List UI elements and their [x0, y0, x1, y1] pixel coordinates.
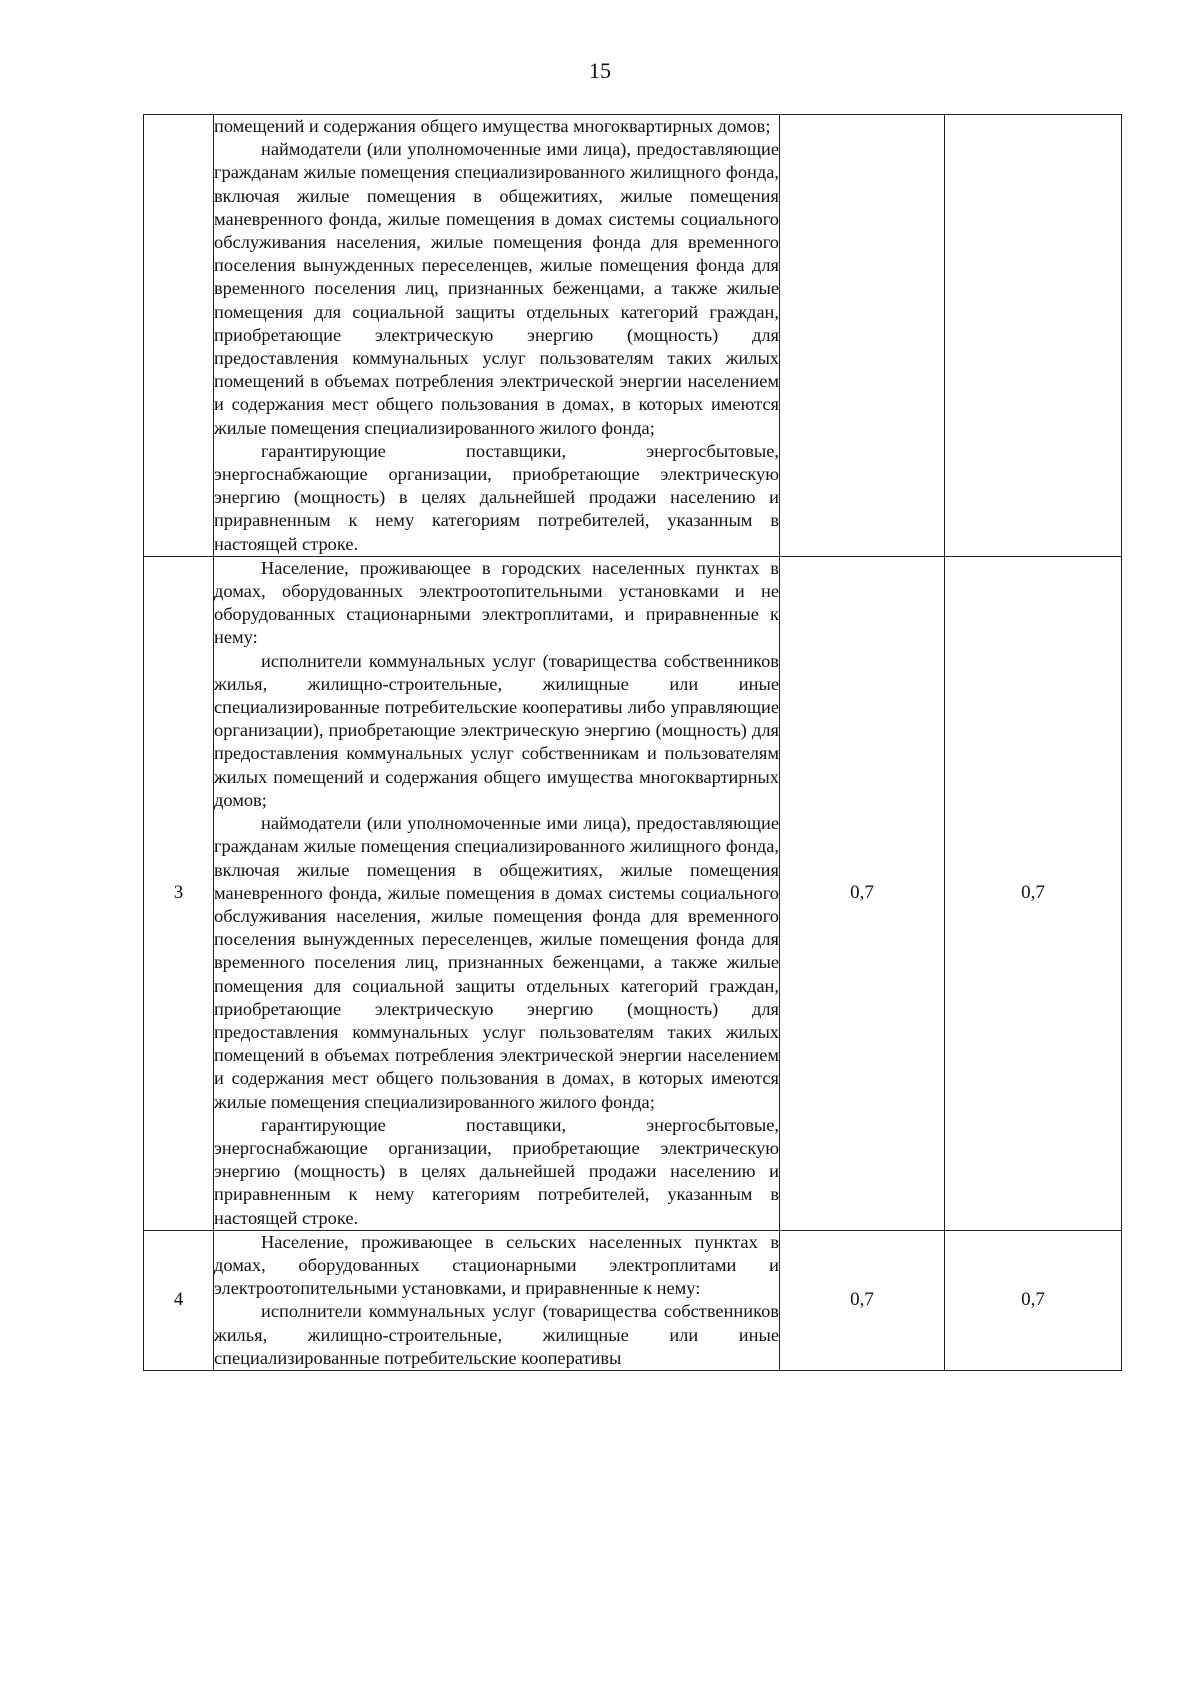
paragraph: Население, проживающее в сельских населенных пунктах в домах, оборудованных стационарными электроплитами и электроотопительными установками, и приравненные к нему: [214, 1231, 779, 1299]
value-cell-1: 0,7 [780, 1230, 945, 1370]
value-cell-1 [780, 115, 945, 557]
value-cell-2: 0,7 [945, 1230, 1122, 1370]
paragraph: Население, проживающее в городских населенных пунктах в домах, оборудованных электроотопительными установками и не оборудованных стационарными электроплитами, и приравненные к нему: [214, 557, 779, 648]
table-row [144, 115, 1122, 557]
row-number: 4 [144, 1230, 214, 1370]
consumer-category-text [214, 1230, 780, 1370]
tariff-table [143, 114, 1122, 1371]
consumer-category-text [214, 115, 780, 557]
row-number [144, 115, 214, 557]
paragraph: наймодатели (или уполномоченные ими лица), предоставляющие гражданам жилые помещения специализированного жилищного фонда, включая жилые помещения в общежитиях, жилые помещения маневренного фонда, жилые помещения в домах системы социального обслуживания населения, жилые помещения фонда для временного поселения вынужденных переселенцев, жилые помещения фонда для временного поселения лиц, признанных беженцами, а также жилые помещения для социальной защиты отдельных категорий граждан, приобретающие электрическую энергию (мощность) для предоставления коммунальных услуг пользователям таких жилых помещений в объемах потребления электрической энергии населением и содержания мест общего пользования в домах, в которых имеются жилые помещения специализированного жилого фонда; [214, 813, 779, 1112]
value-cell-2 [945, 115, 1122, 557]
paragraph: исполнители коммунальных услуг (товарищества собственников жилья, жилищно-строительные, жилищные или иные специализированные потребительские кооперативы [214, 1301, 779, 1368]
value-cell-1: 0,7 [780, 556, 945, 1230]
page-number: 15 [589, 58, 611, 83]
paragraph: гарантирующие поставщики, энергосбытовые, энергоснабжающие организации, приобретающие электрическую энергию (мощность) в целях дальнейшей продажи населению и приравненным к нему категориям потребителей, указанным в настоящей строке. [214, 1114, 779, 1228]
table-row [144, 556, 1122, 1230]
paragraph: гарантирующие поставщики, энергосбытовые, энергоснабжающие организации, приобретающие электрическую энергию (мощность) в целях дальнейшей продажи населению и приравненным к нему категориям потребителей, указанным в настоящей строке. [214, 440, 779, 554]
consumer-category-text [214, 556, 780, 1230]
paragraph: наймодатели (или уполномоченные ими лица), предоставляющие гражданам жилые помещения специализированного жилищного фонда, включая жилые помещения в общежитиях, жилые помещения маневренного фонда, жилые помещения в домах системы социального обслуживания населения, жилые помещения фонда для временного поселения вынужденных переселенцев, жилые помещения фонда для временного поселения лиц, признанных беженцами, а также жилые помещения для социальной защиты отдельных категорий граждан, приобретающие электрическую энергию (мощность) для предоставления коммунальных услуг пользователям таких жилых помещений в объемах потребления электрической энергии населением и содержания мест общего пользования в домах, в которых имеются жилые помещения специализированного жилого фонда; [214, 139, 779, 438]
row-number: 3 [144, 556, 214, 1230]
value-cell-2: 0,7 [945, 556, 1122, 1230]
table-row [144, 1230, 1122, 1370]
paragraph: исполнители коммунальных услуг (товарищества собственников жилья, жилищно-строительные, жилищные или иные специализированные потребительские кооперативы либо управляющие организации), приобретающие электрическую энергию (мощность) для предоставления коммунальных услуг собственникам и пользователям жилых помещений и содержания общего имущества многоквартирных домов; [214, 650, 779, 810]
paragraph: помещений и содержания общего имущества многоквартирных домов; [214, 116, 771, 136]
